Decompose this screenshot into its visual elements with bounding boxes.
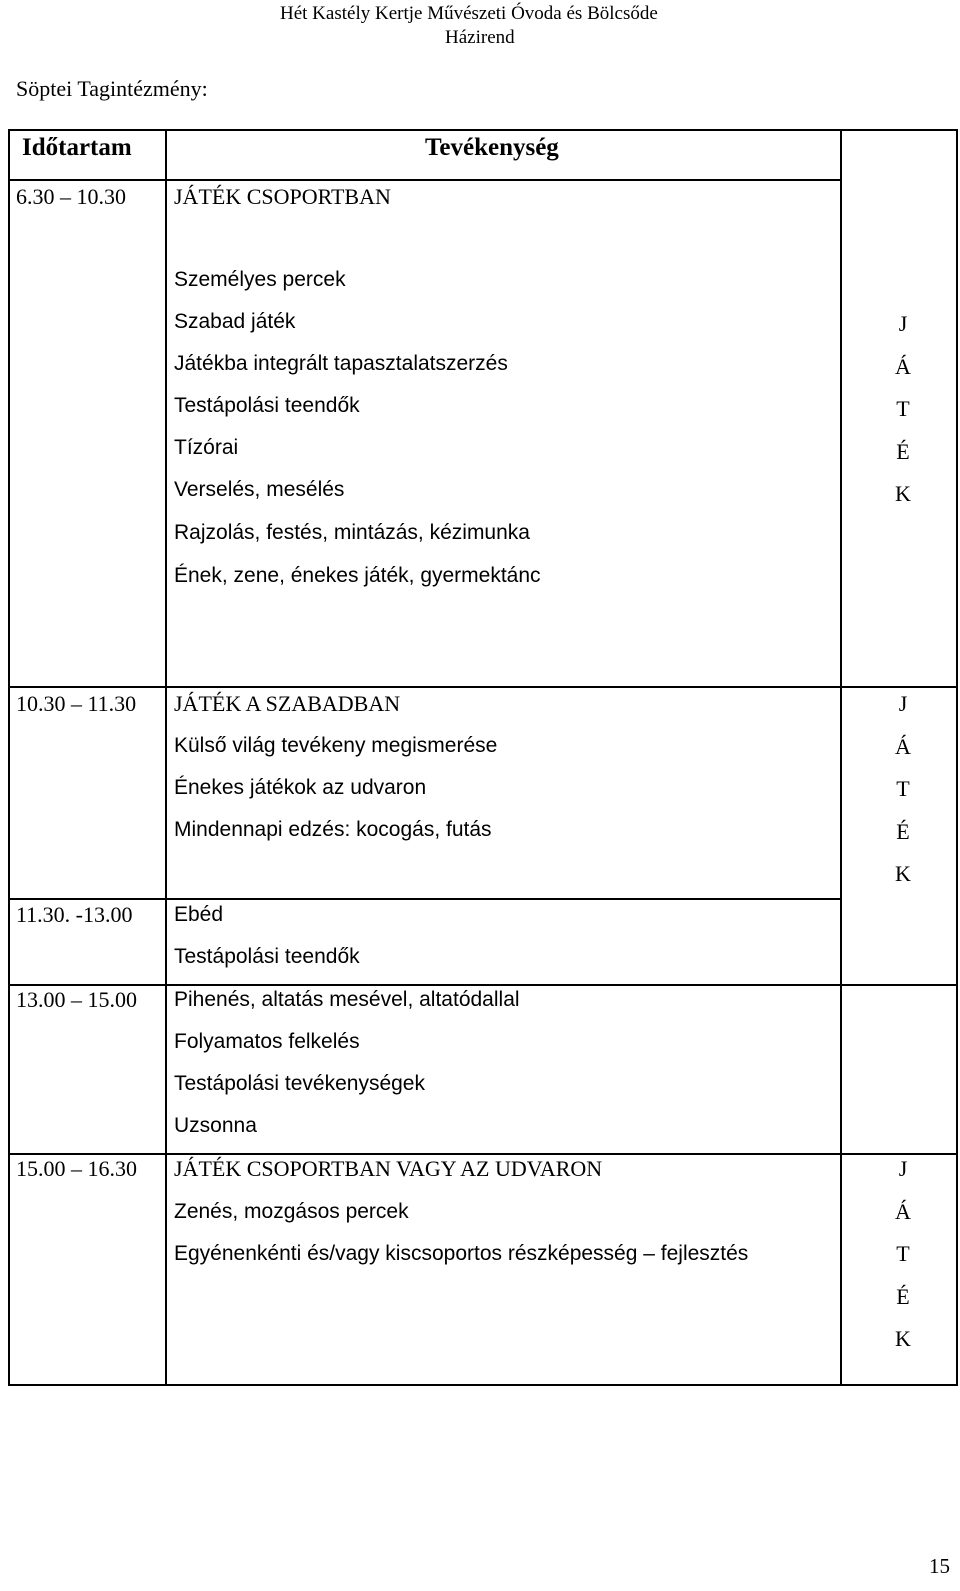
list-item: Verselés, mesélés bbox=[174, 478, 345, 501]
list-item: Testápolási tevékenységek bbox=[174, 1072, 425, 1095]
col-header-activity: Tevékenység bbox=[425, 134, 559, 161]
section-title: Söptei Tagintézmény: bbox=[16, 76, 208, 101]
list-item: Pihenés, altatás mesével, altatódallal bbox=[174, 988, 520, 1011]
list-item: Énekes játékok az udvaron bbox=[174, 776, 427, 799]
list-item: Egyénenkénti és/vagy kiscsoportos részképesség – fejlesztés bbox=[174, 1242, 749, 1265]
list-item: Ebéd bbox=[174, 903, 224, 926]
header-doc-title: Házirend bbox=[445, 27, 515, 48]
row-2-heading: JÁTÉK A SZABADBAN bbox=[174, 691, 401, 716]
row-2-time: 10.30 – 11.30 bbox=[16, 691, 137, 716]
row-1-time: 6.30 – 10.30 bbox=[16, 184, 126, 209]
row-5-time: 15.00 – 16.30 bbox=[16, 1156, 137, 1181]
list-item: Külső világ tevékeny megismerése bbox=[174, 734, 498, 757]
header-institution: Hét Kastély Kertje Művészeti Óvoda és Bölcsőde bbox=[280, 3, 658, 24]
row-4-time: 13.00 – 15.00 bbox=[16, 987, 137, 1012]
col-header-time: Időtartam bbox=[22, 134, 132, 161]
row-3-time: 11.30. -13.00 bbox=[16, 902, 133, 927]
list-item: Uzsonna bbox=[174, 1114, 257, 1137]
row-1-heading: JÁTÉK CSOPORTBAN bbox=[174, 184, 391, 209]
vertical-word-2: J Á T É K bbox=[895, 691, 911, 886]
list-item: Testápolási teendők bbox=[174, 945, 360, 968]
list-item: Folyamatos felkelés bbox=[174, 1030, 360, 1053]
list-item: Zenés, mozgásos percek bbox=[174, 1200, 409, 1223]
list-item: Mindennapi edzés: kocogás, futás bbox=[174, 818, 492, 841]
row-5-heading: JÁTÉK CSOPORTBAN VAGY AZ UDVARON bbox=[174, 1156, 603, 1181]
page-number: 15 bbox=[929, 1554, 950, 1578]
list-item: Rajzolás, festés, mintázás, kézimunka bbox=[174, 521, 530, 544]
list-item: Testápolási teendők bbox=[174, 394, 360, 417]
list-item: Tízórai bbox=[174, 436, 239, 459]
list-item: Ének, zene, énekes játék, gyermektánc bbox=[174, 564, 541, 587]
list-item: Szabad játék bbox=[174, 310, 296, 333]
vertical-word-1: J Á T É K bbox=[895, 311, 911, 506]
list-item: Játékba integrált tapasztalatszerzés bbox=[174, 352, 508, 375]
vertical-word-3: J Á T É K bbox=[895, 1156, 911, 1351]
list-item: Személyes percek bbox=[174, 268, 346, 291]
